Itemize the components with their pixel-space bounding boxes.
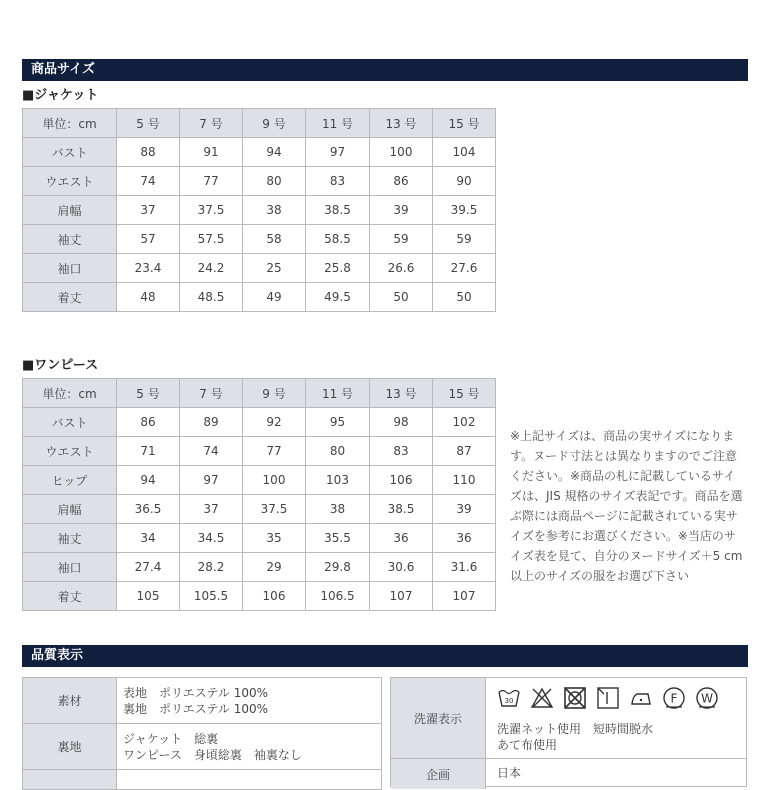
table-cell: 59 <box>370 225 433 254</box>
table-cell: 27.6 <box>433 254 496 283</box>
lining-line: ジャケット 総裏 <box>123 731 219 746</box>
table-cell: 100 <box>370 138 433 167</box>
material-line: 裏地 ポリエステル 100% <box>123 701 269 716</box>
row-header: ウエスト <box>23 167 117 196</box>
table-cell: 83 <box>370 437 433 466</box>
table-cell: 29.8 <box>306 553 370 582</box>
table-cell: 57 <box>117 225 180 254</box>
table-cell: 107 <box>433 582 496 611</box>
column-header: 単位：cm <box>23 379 117 408</box>
table-cell: 106 <box>370 466 433 495</box>
wash-label: 洗濯表示 <box>391 678 486 758</box>
table-cell: 30.6 <box>370 553 433 582</box>
size-section-bar <box>22 59 748 81</box>
plan-value: 日本 <box>497 766 522 780</box>
table-cell: 57.5 <box>180 225 243 254</box>
table-cell: 107 <box>370 582 433 611</box>
line-dry-shade-icon <box>596 686 620 710</box>
table-cell: 36 <box>370 524 433 553</box>
table-cell: 25.8 <box>306 254 370 283</box>
table-row <box>23 254 496 283</box>
quality-section-bar <box>22 645 748 667</box>
table-row <box>23 582 496 611</box>
lining-label: 裏地 <box>23 724 117 770</box>
table-cell: 36.5 <box>117 495 180 524</box>
row-header: 肩幅 <box>23 196 117 225</box>
table-cell: 106.5 <box>306 582 370 611</box>
table-cell: 37 <box>117 196 180 225</box>
table-cell: 91 <box>180 138 243 167</box>
column-header: 11 号 <box>306 379 370 408</box>
table-cell: 27.4 <box>117 553 180 582</box>
row-header: ウエスト <box>23 437 117 466</box>
column-header: 15 号 <box>433 109 496 138</box>
table-cell: 39.5 <box>433 196 496 225</box>
table-cell: 37.5 <box>243 495 306 524</box>
column-header: 7 号 <box>180 109 243 138</box>
no-bleach-icon <box>530 686 554 710</box>
table-cell: 35.5 <box>306 524 370 553</box>
table-cell: 37 <box>180 495 243 524</box>
row-header: 着丈 <box>23 582 117 611</box>
table-cell: 28.2 <box>180 553 243 582</box>
table-cell: 87 <box>433 437 496 466</box>
column-header: 15 号 <box>433 379 496 408</box>
table-cell: 29 <box>243 553 306 582</box>
table-cell: 88 <box>117 138 180 167</box>
table-cell: 105.5 <box>180 582 243 611</box>
table-cell: 36 <box>433 524 496 553</box>
column-header: 9 号 <box>243 109 306 138</box>
table-cell: 106 <box>243 582 306 611</box>
column-header: 13 号 <box>370 379 433 408</box>
row-header: バスト <box>23 138 117 167</box>
table-row <box>23 196 496 225</box>
dry-clean-f-icon <box>662 686 686 710</box>
onepiece-heading: ■ワンピース <box>22 358 99 373</box>
table-cell: 83 <box>306 167 370 196</box>
table-cell: 48 <box>117 283 180 312</box>
table-cell: 39 <box>433 495 496 524</box>
table-cell: 58.5 <box>306 225 370 254</box>
lining-line: ワンピース 身頃総裏 袖裏なし <box>123 747 302 762</box>
table-cell: 50 <box>433 283 496 312</box>
column-header: 11 号 <box>306 109 370 138</box>
wet-clean-w-icon <box>695 686 719 710</box>
table-cell: 35 <box>243 524 306 553</box>
table-cell: 86 <box>370 167 433 196</box>
table-cell: 103 <box>306 466 370 495</box>
table-cell: 34.5 <box>180 524 243 553</box>
table-cell: 95 <box>306 408 370 437</box>
table-cell: 31.6 <box>433 553 496 582</box>
row-header: 袖口 <box>23 254 117 283</box>
table-cell: 74 <box>180 437 243 466</box>
table-cell: 80 <box>306 437 370 466</box>
material-value <box>117 678 382 724</box>
row-header: 袖口 <box>23 553 117 582</box>
column-header: 7 号 <box>180 379 243 408</box>
row-header: ヒップ <box>23 466 117 495</box>
table-cell: 89 <box>180 408 243 437</box>
table-row <box>23 437 496 466</box>
table-row <box>23 466 496 495</box>
lining-value <box>117 724 382 770</box>
quality-table <box>22 677 382 790</box>
table-cell: 86 <box>117 408 180 437</box>
table-cell: 97 <box>306 138 370 167</box>
row-header: 着丈 <box>23 283 117 312</box>
table-row <box>23 553 496 582</box>
table-cell: 49.5 <box>306 283 370 312</box>
table-cell: 38.5 <box>306 196 370 225</box>
column-header: 5 号 <box>117 109 180 138</box>
care-box <box>390 677 747 787</box>
table-cell: 39 <box>370 196 433 225</box>
table-cell: 105 <box>117 582 180 611</box>
quality-section-title: 品質表示 <box>31 648 84 663</box>
table-cell: 97 <box>180 466 243 495</box>
table-cell: 49 <box>243 283 306 312</box>
size-note: ※上記サイズは、商品の実サイズになります。ヌード寸法とは異なりますのでご注意ください。※商品の札に記載しているサイズは、JIS 規格のサイズ表記です。商品を選ぶ際には商品ページに記載されている実サイズを参考にお選びください。※当店のサイズ表を見て、自分のヌードサイズ＋5 cm 以上のサイズの服をお選び下さい <box>510 429 743 583</box>
table-row <box>23 283 496 312</box>
table-cell: 37.5 <box>180 196 243 225</box>
svg-text:F: F <box>670 691 678 706</box>
table-cell: 90 <box>433 167 496 196</box>
table-cell: 100 <box>243 466 306 495</box>
table-cell: 102 <box>433 408 496 437</box>
table-row <box>23 408 496 437</box>
column-header: 9 号 <box>243 379 306 408</box>
no-tumble-dry-icon <box>563 686 587 710</box>
table-cell: 48.5 <box>180 283 243 312</box>
table-cell: 110 <box>433 466 496 495</box>
material-label: 素材 <box>23 678 117 724</box>
care-icons <box>497 686 719 710</box>
table-cell: 38.5 <box>370 495 433 524</box>
table-row <box>23 524 496 553</box>
table-cell: 23.4 <box>117 254 180 283</box>
table-cell: 58 <box>243 225 306 254</box>
size-section-title: 商品サイズ <box>31 62 95 77</box>
table-row <box>23 225 496 254</box>
row-header: 袖丈 <box>23 524 117 553</box>
table-cell: 74 <box>117 167 180 196</box>
table-cell: 24.2 <box>180 254 243 283</box>
material-line: 表地 ポリエステル 100% <box>123 685 269 700</box>
wash-line: 洗濯ネット使用 短時間脱水 <box>497 722 654 736</box>
column-header: 5 号 <box>117 379 180 408</box>
table-cell: 98 <box>370 408 433 437</box>
table-cell: 26.6 <box>370 254 433 283</box>
table-cell: 92 <box>243 408 306 437</box>
svg-text:30: 30 <box>504 697 514 705</box>
column-header: 13 号 <box>370 109 433 138</box>
row-header: 肩幅 <box>23 495 117 524</box>
table-cell: 77 <box>180 167 243 196</box>
table-cell: 94 <box>117 466 180 495</box>
table-cell: 38 <box>306 495 370 524</box>
svg-text:W: W <box>701 691 713 706</box>
table-cell: 25 <box>243 254 306 283</box>
wash-line: あて布使用 <box>497 738 558 752</box>
table-cell: 104 <box>433 138 496 167</box>
table-header-row <box>23 109 496 138</box>
table-cell: 71 <box>117 437 180 466</box>
table-cell: 77 <box>243 437 306 466</box>
jacket-size-table <box>22 108 496 312</box>
table-cell: 38 <box>243 196 306 225</box>
table-row <box>23 495 496 524</box>
iron-low-icon <box>629 686 653 710</box>
jacket-heading: ■ジャケット <box>22 88 99 103</box>
divider <box>485 758 746 759</box>
wash-instructions <box>497 721 653 753</box>
table-row <box>23 138 496 167</box>
column-header: 単位：cm <box>23 109 117 138</box>
table-cell: 50 <box>370 283 433 312</box>
table-cell: 94 <box>243 138 306 167</box>
row-header: バスト <box>23 408 117 437</box>
onepiece-size-table <box>22 378 496 611</box>
plan-label: 企画 <box>391 758 486 789</box>
wash-30-icon <box>497 686 521 710</box>
table-row <box>23 167 496 196</box>
table-header-row <box>23 379 496 408</box>
row-header: 袖丈 <box>23 225 117 254</box>
table-cell: 80 <box>243 167 306 196</box>
table-cell: 34 <box>117 524 180 553</box>
table-cell: 59 <box>433 225 496 254</box>
